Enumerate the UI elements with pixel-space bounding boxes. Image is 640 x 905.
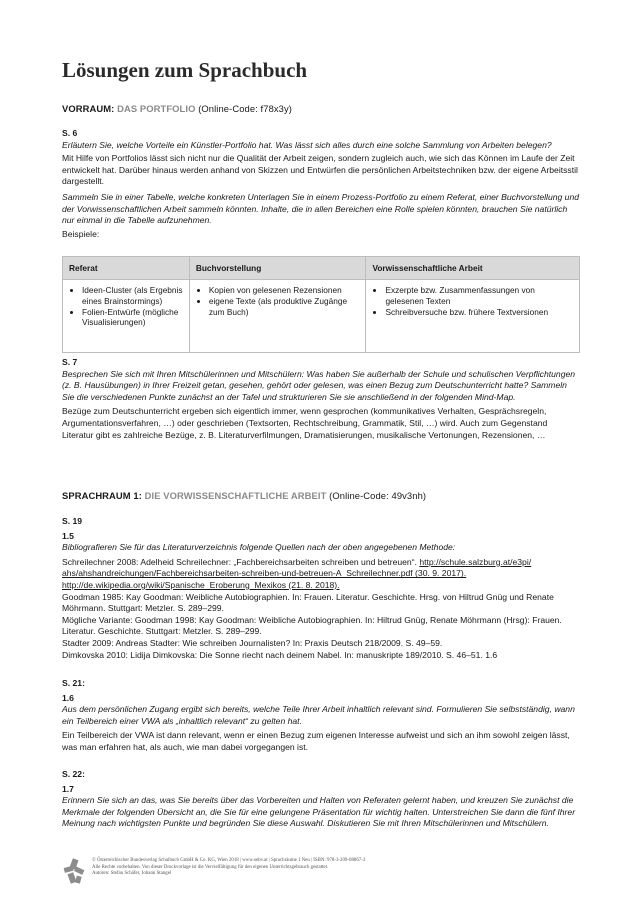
answer-text: Ein Teilbereich der VWA ist dann relevant, wenn er einen Bezug zum eigenen Interesse aufweist und sich an ihm sowohl zeigen lässt, was man erfahren hat, als auch, wie man dabei vorgegangen ist. — [62, 730, 570, 752]
answer-text: Bezüge zum Deutschunterricht ergeben sich eigentlich immer, wenn gesprochen (kommunikatives Verhalten, Gesprächsregeln, Argumentationsverfahren, …) oder geschrieben (Textsorten, Rechtschreibung, Grammatik, Stil, …) wird. Auch zum Gegenstand Literatur gibt es zahlreiche Bezüge, z. B. Literaturverfilmungen, Dramatisierungen, musikalische Vertonungen, Rezensionen, … — [62, 406, 548, 440]
table-header: Referat — [63, 257, 190, 280]
page-ref: S. 6 — [62, 128, 78, 138]
reference-line: Mögliche Variante: Goodman 1998: Kay Goodman: Weibliche Autobiographien. In: Hiltrud Gnüg, Renate Möhrmann (Hrsg): Frauen. Literatur. Geschichte. Stuttgart: Metzler. S. 289–299. — [62, 614, 562, 637]
footer-line: Alle Rechte vorbehalten. Von dieser Druckvorlage ist die Vervielfältigung für den eigenen Unterrichtsgebrauch gestattet. — [92, 864, 329, 870]
footer-text — [92, 858, 365, 878]
table-row — [63, 280, 580, 353]
list-item: • Kopien von gelesenen Rezensionen — [209, 285, 360, 296]
page-title: Lösungen zum Sprachbuch — [62, 58, 308, 82]
table-header: Vorwissenschaftliche Arbeit — [366, 257, 580, 280]
section-label: VORRAUM: — [62, 103, 115, 114]
table-cell — [189, 280, 366, 353]
section-name: DIE VORWISSENSCHAFTLICHE ARBEIT — [144, 490, 327, 501]
task-text: Aus dem persönlichen Zugang ergibt sich bereits, welche Teile Ihrer Arbeit inhaltlich relevant sind. Formulieren Sie selbstständig, wann ein Teilbereich einer VWA als „inhaltlich relevant“ zu gelten hat. — [62, 704, 575, 726]
online-code: (Online-Code: f78x3y) — [198, 103, 292, 114]
page-ref: S. 7 — [62, 357, 78, 367]
reference-line: Dimkovska 2010: Lidija Dimkovska: Die Sonne riecht nach deinem Nabel. In: manuskripte 189/2010. S. 46–51. 1.6 — [62, 649, 498, 660]
reference-line: Goodman 1985: Kay Goodman: Weibliche Autobiographien. In: Frauen. Literatur. Geschichte. Hrsg. von Hiltrud Gnüg und Renate Möhrmann. Stuttgart: Metzler. S. 289–299. — [62, 591, 554, 614]
section-label: SPRACHRAUM 1: — [62, 490, 142, 501]
table-header: Buchvorstellung — [189, 257, 366, 280]
task-text: Besprechen Sie sich mit Ihren Mitschülerinnen und Mitschülern: Was haben Sie außerhalb der Schule und schulischen Verpflichtungen (z. B. Hausübungen) in Ihrer Freizeit getan, gesehen, gehört oder gelesen, was einen Bezug zum Deutschunterricht hatte? Sammeln Sie die verschiedenen Punkte zunächst an der Tafel und strukturieren Sie sie anschließend in der folgenden Mind-Map. — [62, 368, 576, 402]
reference-link[interactable]: http://schule.salzburg.at/e3pi/ — [419, 556, 532, 567]
section-heading-sprachraum — [62, 490, 426, 501]
answer-text: Mit Hilfe von Portfolios lässt sich nicht nur die Qualität der Arbeit zeigen, sondern zugleich auch, wie sich das Können im Laufe der Zeit entwickelt hat. Darüber hinaus werden anhand von Skizzen und Entwürfen die persönlichen Arbeitstechniken bzw. der eigene Arbeitsstil dargestellt. — [62, 153, 578, 187]
task-text: Erinnern Sie sich an das, was Sie bereits über das Vorbereiten und Halten von Referaten gelernt haben, und kreuzen Sie zunächst die Merkmale der folgenden Übersicht an, die Sie für eine gelungene Präsentation für wichtig halten. Unterstreichen Sie dann die fünf Ihrer Meinung nach wichtigsten Punkte und begründen Sie diese Auswahl. Diskutieren Sie mit Ihren Mitschülerinnen und Mitschülern. — [62, 795, 576, 829]
task-text: Erläutern Sie, welche Vorteile ein Künstler-Portfolio hat. Was lässt sich alles durch eine solche Sammlung von Arbeiten belegen? — [62, 139, 552, 150]
task-number: 1.6 — [62, 692, 74, 703]
s6-block — [62, 128, 580, 240]
portfolio-table — [62, 256, 580, 353]
list-item: • Folien-Entwürfe (mögliche Visualisierungen) — [82, 307, 183, 329]
footer-line: Autoren: Stefan Schäfer, Johann Stangel — [92, 871, 172, 877]
portfolio-table-wrap — [62, 256, 580, 353]
page-ref: S. 22: — [62, 769, 85, 779]
list-item: • eigene Texte (als produktive Zugänge zum Buch) — [209, 296, 360, 318]
section-heading-vorraum — [62, 103, 292, 114]
reference-link[interactable]: ahs/ahshandreichungen/Fachbereichsarbeiten-schreiben-und-betreuen-A_Schreilechner.pdf (30. 9. 2017). — [62, 568, 467, 579]
publisher-logo-icon — [62, 857, 86, 885]
online-code: (Online-Code: 49v3nh) — [329, 490, 427, 501]
task-number: 1.5 — [62, 530, 74, 541]
task-text: Bibliografieren Sie für das Literaturverzeichnis folgende Quellen nach der oben angegebenen Methode: — [62, 542, 456, 553]
examples-label: Beispiele: — [62, 228, 100, 239]
s21-block — [62, 678, 580, 754]
table-cell — [63, 280, 190, 353]
task-number: 1.7 — [62, 783, 74, 794]
s19-block — [62, 516, 580, 661]
list-item: • Ideen-Cluster (als Ergebnis eines Brainstormings) — [82, 285, 183, 307]
table-cell — [366, 280, 580, 353]
page-footer — [62, 855, 582, 895]
page-ref: S. 21: — [62, 678, 85, 688]
task-text: Sammeln Sie in einer Tabelle, welche konkreten Unterlagen Sie in einem Prozess-Portfolio zu einem Referat, einer Buchvorstellung und der Vorwissenschaftlichen Arbeit sammeln könnten. Inhalte, die in allen Bereichen eine Rolle spielen könnten, brauchen Sie natürlich nur einmal in die Tabelle aufzunehmen. — [62, 191, 580, 226]
page-ref: S. 19 — [62, 516, 83, 526]
reference-line — [62, 557, 580, 569]
reference-line: Stadter 2009: Andreas Stadter: Wie schreiben Journalisten? In: Praxis Deutsch 218/2009. S. 49–59. — [62, 637, 443, 648]
table-header-row — [63, 257, 580, 280]
list-item: • Schreibversuche bzw. frühere Textversionen — [385, 307, 573, 318]
reference-text: Schreilechner 2008: Adelheid Schreilechner: „Fachbereichsarbeiten schreiben und betreuen“. — [62, 556, 417, 567]
section-name: DAS PORTFOLIO — [117, 103, 196, 114]
footer-line: © Österreichischer Bundesverlag Schulbuch GmbH & Co. KG, Wien 2018 | www.oebv.at | Sprachräume 1 Neu | ISBN: 978-3-209-08867-3 — [92, 858, 366, 863]
s22-block — [62, 769, 580, 830]
s7-block — [62, 357, 580, 441]
list-item: • Exzerpte bzw. Zusammenfassungen von gelesenen Texten — [385, 285, 573, 307]
reference-link[interactable]: http://de.wikipedia.org/wiki/Spanische_Eroberung_Mexikos (21. 8. 2018). — [62, 579, 340, 590]
